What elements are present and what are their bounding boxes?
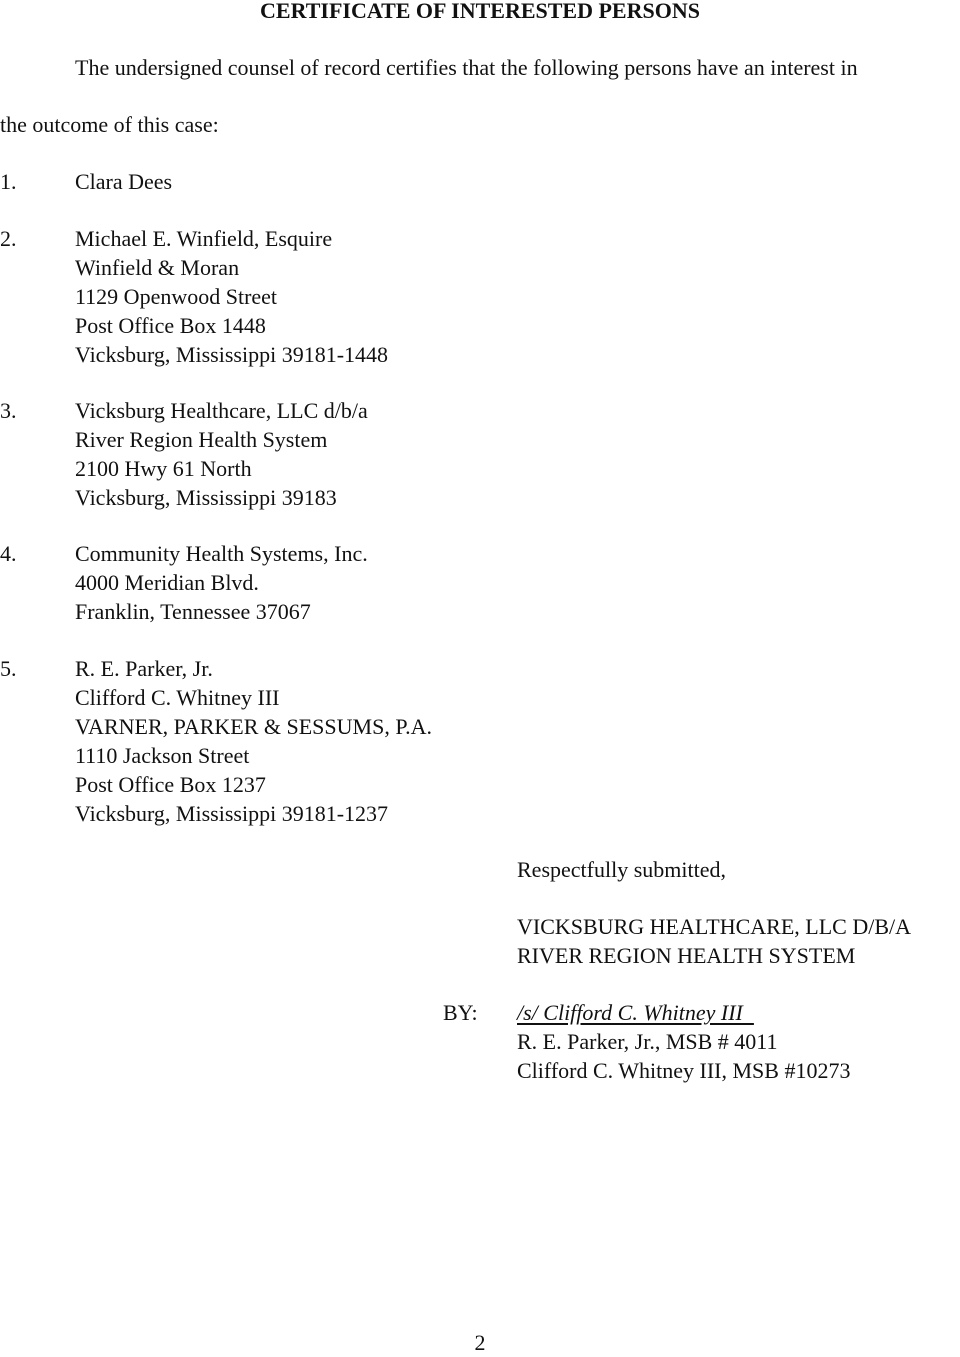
electronic-signature: /s/ Clifford C. Whitney III	[517, 1000, 754, 1025]
attorney-1: R. E. Parker, Jr., MSB # 4011	[517, 1029, 778, 1054]
person-name: Michael E. Winfield, Esquire	[75, 226, 333, 251]
page-number: 2	[474, 1330, 486, 1355]
attorney-2: Clifford C. Whitney III, MSB #10273	[517, 1058, 851, 1083]
address-street: 1129 Openwood Street	[75, 284, 278, 309]
party-name-line-2: RIVER REGION HEALTH SYSTEM	[517, 943, 856, 968]
respectfully-submitted: Respectfully submitted,	[517, 857, 726, 882]
entity-dba: River Region Health System	[75, 427, 328, 452]
address-street: 4000 Meridian Blvd.	[75, 570, 259, 595]
item-number: 2.	[0, 226, 17, 251]
firm-name: Winfield & Moran	[75, 255, 240, 280]
document-title: CERTIFICATE OF INTERESTED PERSONS	[260, 0, 700, 23]
item-details	[75, 167, 172, 196]
address-city-state-zip: Franklin, Tennessee 37067	[75, 599, 311, 624]
address-po-box: Post Office Box 1237	[75, 772, 266, 797]
address-city-state-zip: Vicksburg, Mississippi 39181-1448	[75, 342, 389, 367]
item-number: 1.	[0, 169, 17, 194]
person-name: Clifford C. Whitney III	[75, 685, 280, 710]
person-name: Clara Dees	[75, 169, 173, 194]
item-number: 4.	[0, 541, 17, 566]
item-number: 3.	[0, 398, 17, 423]
item-details	[75, 539, 368, 626]
entity-name: Vicksburg Healthcare, LLC d/b/a	[75, 398, 368, 423]
intro-paragraph-line-2: the outcome of this case:	[0, 112, 219, 137]
item-details	[75, 396, 368, 512]
by-label: BY:	[443, 1000, 478, 1025]
signature-block	[517, 998, 850, 1085]
address-city-state-zip: Vicksburg, Mississippi 39183	[75, 485, 337, 510]
party-name-line-1: VICKSBURG HEALTHCARE, LLC D/B/A	[517, 914, 911, 939]
address-street: 1110 Jackson Street	[75, 743, 250, 768]
intro-paragraph-line-1: The undersigned counsel of record certifies that the following persons have an interest in	[75, 55, 858, 80]
party-block	[517, 912, 911, 970]
item-details	[75, 224, 388, 369]
firm-name: VARNER, PARKER & SESSUMS, P.A.	[75, 714, 433, 739]
closing-block	[517, 855, 726, 884]
entity-name: Community Health Systems, Inc.	[75, 541, 368, 566]
address-po-box: Post Office Box 1448	[75, 313, 266, 338]
item-number: 5.	[0, 656, 17, 681]
person-name: R. E. Parker, Jr.	[75, 656, 213, 681]
address-street: 2100 Hwy 61 North	[75, 456, 252, 481]
address-city-state-zip: Vicksburg, Mississippi 39181-1237	[75, 801, 389, 826]
item-details	[75, 654, 432, 828]
